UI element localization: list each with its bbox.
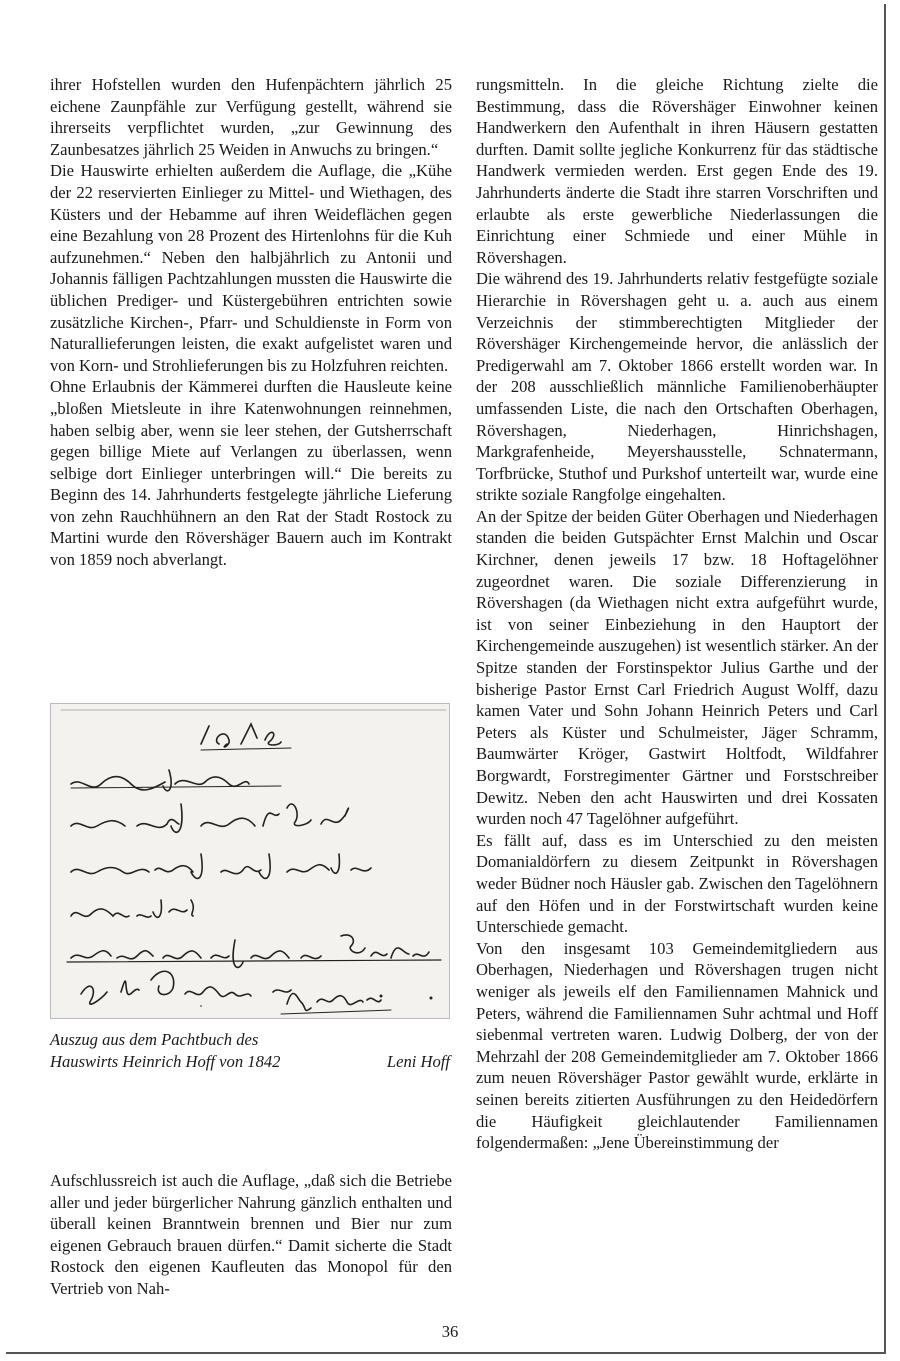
paragraph: Von den insgesamt 103 Gemeindemitgliedern aus Oberhagen, Niederhagen und Rövershagen trugen nicht weniger als jeweils elf den Familiennamen Mahnick und Peters, während die Familiennamen Suhr achtmal und Hoff siebenmal vertreten waren. Ludwig Dolberg, der von der Mehrzahl der 208 Gemeindemitglieder am 7. Oktober 1866 zum neuen Rövershäger Pastor gewählt wurde, erklärte in seinen bereits zitierten Ausführungen zu den Heidedörfern die Häufigkeit gleichlautender Familiennamen folgendermaßen: „Jene Übereinstimmung der xyxy=(476,938,878,1153)
paragraph: Es fällt auf, dass es im Unterschied zu den meisten Domanialdörfern zu diesem Zeitpunkt in Rövershagen weder Büdner noch Häusler gab. Zwischen den Tagelöhnern auf den Höfen und in der Forstwirtschaft wurden keine Unterschiede gemacht. xyxy=(476,830,878,937)
caption-line: Hauswirts Heinrich Hoff von 1842 xyxy=(50,1051,281,1071)
image-credit: Leni Hoff xyxy=(386,1051,450,1071)
handwritten-document-image xyxy=(50,703,450,1019)
paragraph: Die Hauswirte erhielten außerdem die Auflage, die „Kühe der 22 reservierten Einlieger zu Mittel- und Wiethagen, des Küsters und der Hebamme auf ihren Weideflächen gegen eine Bezahlung von 28 Prozent des Hirtenlohns für die Kuh aufzunehmen.“ Neben den halbjährlich zu Antonii und Johannis fälligen Pachtzahlungen mussten die Hauswirte die üblichen Prediger- und Küstergebühren entrichten sowie zusätzliche Kirchen-, Pfarr- und Schuldienste in Form von Naturallieferungen leisten, die exakt aufgelistet waren und von Korn- und Strohlieferungen bis zu Holzfuhren reichten. xyxy=(50,161,452,375)
figure-pachtbuch xyxy=(50,703,450,1075)
paragraph: ihrer Hofstellen wurden den Hufenpächtern jährlich 25 eichene Zaunpfähle zur Verfügung gestellt, während sie ihrerseits verpflichtet wurden, „zur Gewinnung des Zaunbesatzes jährlich 25 Weiden in Anwuchs zu bringen.“ xyxy=(50,75,452,159)
caption-line: Auszug aus dem Pachtbuch des xyxy=(50,1030,259,1049)
left-bottom-paragraph xyxy=(50,1170,452,1300)
page-number: 36 xyxy=(441,1322,459,1341)
paragraph: An der Spitze der beiden Güter Oberhagen und Niederhagen standen die beiden Gutspächter Ernst Malchin und Oscar Kirchner, denen jeweils 17 bzw. 18 Hoftagelöhner zugeordnet waren. Die soziale Differenzierung in Rövershagen (da Wiethagen nicht extra aufgeführt wurde, ist von seiner Einbeziehung in den Hauptort der Kirchengemeinde auszugehen) ist wesentlich stärker. An der Spitze standen der Forstinspektor Julius Garthe und der bisherige Pastor Ernst Carl Friedrich August Wolff, dazu kamen Vater und Sohn Johann Heinrich Peters und Carl Peters als Küster und Schulmeister, Jäger Schramm, Baumwärter Kröger, Gastwirt Holtfodt, Wildfahrer Borgwardt, Forstregimenter Gärtner und Forstschreiber Dewitz. Neben den acht Hauswirten und drei Kossaten wurden noch 47 Tagelöhner aufgeführt. xyxy=(476,506,878,829)
paragraph: Ohne Erlaubnis der Kämmerei durften die Hausleute keine „bloßen Mietsleute in ihre Katenwohnungen reinnehmen, haben selbig aber, wenn sie leer stehen, der Gutsherrschaft gegen billige Miete auf Verlangen zu überlassen, wenn selbige dort Einlieger unterbringen will.“ Die bereits zu Beginn des 14. Jahrhunderts festgelegte jährliche Lieferung von zehn Rauchhühnern an den Rat der Stadt Rostock zu Martini wurde den Rövershäger Bauern auch im Kontrakt von 1859 noch abverlangt. xyxy=(50,377,452,570)
right-column xyxy=(476,74,878,1154)
left-column xyxy=(50,74,452,571)
paragraph: Aufschlussreich ist auch die Auflage, „daß sich die Betriebe aller und jeder bürgerlicher Nahrung gänzlich enthalten und überall keinen Branntwein brennen und Bier nur zum eigenen Gebrauch brauen dürfen.“ Damit sicherte die Stadt Rostock den eigenen Kaufleuten das Monopol für den Vertrieb von Nah- xyxy=(50,1171,452,1298)
paragraph: Die während des 19. Jahrhunderts relativ festgefügte soziale Hierarchie in Rövershagen geht u. a. auch aus einem Verzeichnis der stimmberechtigten Mitglieder der Rövershäger Kirchengemeinde hervor, die anlässlich der Predigerwahl am 7. Oktober 1866 erstellt worden war. In der 208 ausschließlich männliche Familienoberhäupter umfassenden Liste, die nach den Ortschaften Oberhagen, Rövershagen, Niederhagen, Hinrichshagen, Markgrafenheide, Meyershausstelle, Schnatermann, Torfbrücke, Stuthof und Purkshof unterteilt war, wurde eine strikte soziale Rangfolge eingehalten. xyxy=(476,269,878,505)
paragraph: rungsmitteln. In die gleiche Richtung zielte die Bestimmung, dass die Rövershäger Einwohner keinen Handwerkern den Aufenthalt in ihren Häusern gestatten durften. Damit sollte jegliche Konkurrenz für das städtische Handwerk vermieden werden. Erst gegen Ende des 19. Jahrhunderts änderte die Stadt ihre starren Vorschriften und erlaubte als erste gewerbliche Niederlassungen die Einrichtung einer Schmiede und einer Mühle in Rövershagen. xyxy=(476,75,878,267)
figure-caption xyxy=(50,1029,450,1072)
